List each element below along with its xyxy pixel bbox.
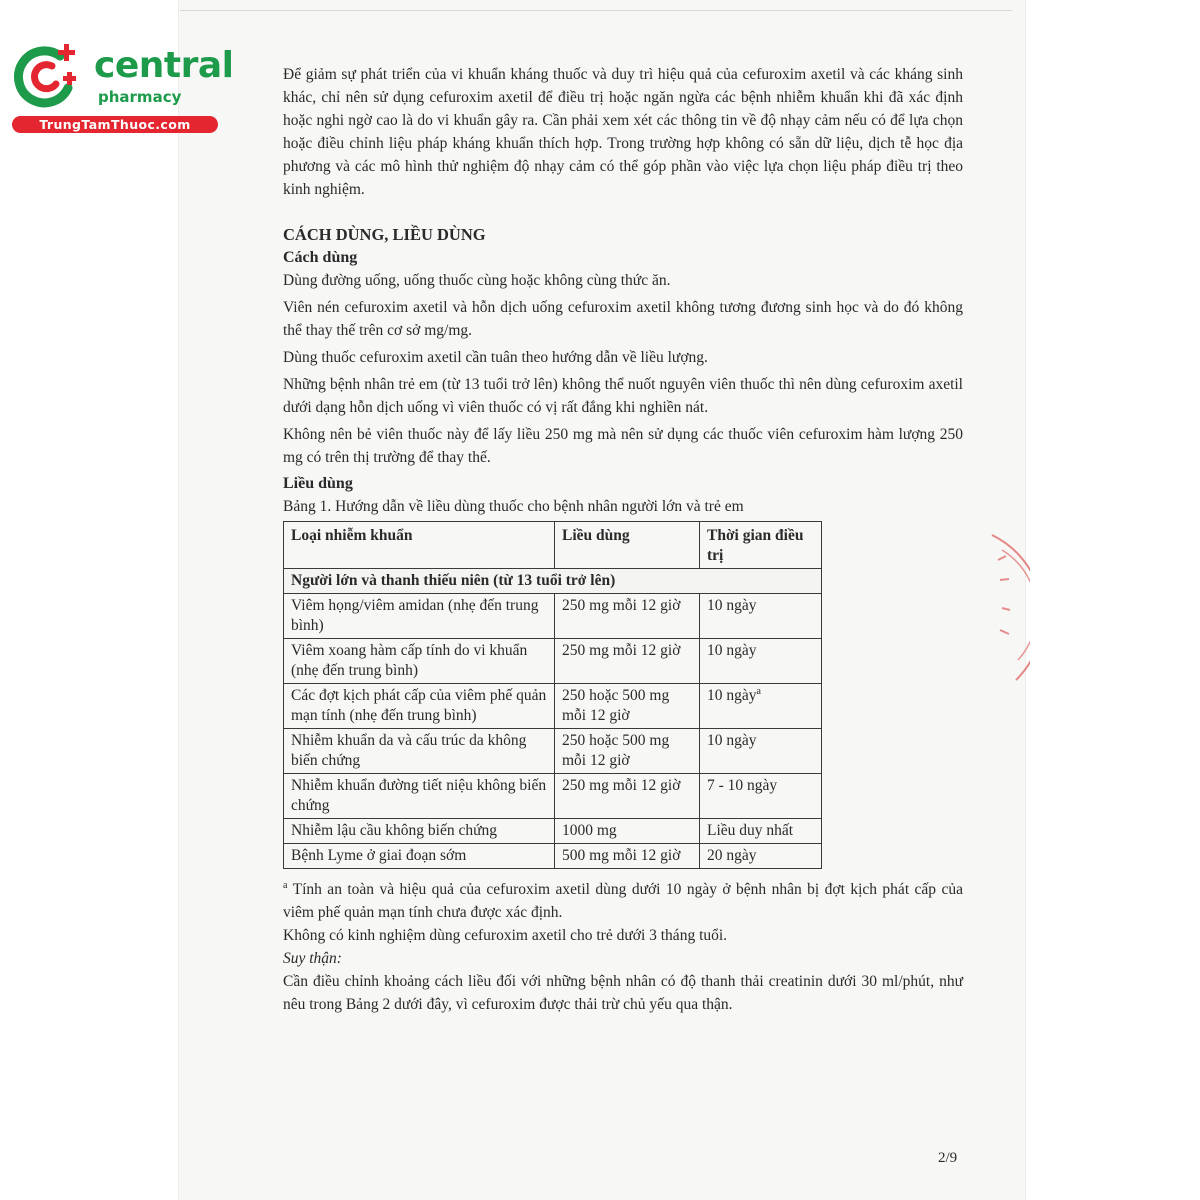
usage-paragraph: Dùng đường uống, uống thuốc cùng hoặc không cùng thức ăn. xyxy=(283,272,671,289)
children-note: Không có kinh nghiệm dùng cefuroxim axetil cho trẻ dưới 3 tháng tuổi. xyxy=(283,927,728,944)
cell-infection: Nhiễm khuẩn đường tiết niệu không biến chứng xyxy=(284,774,555,819)
cell-duration: 10 ngày xyxy=(700,594,822,639)
table-group-row xyxy=(284,569,822,594)
usage-paragraph: Dùng thuốc cefuroxim axetil cần tuân theo hướng dẫn về liều lượng. xyxy=(283,349,708,366)
section-title: CÁCH DÙNG, LIỀU DÙNG xyxy=(283,225,486,244)
footnote-text: Tính an toàn và hiệu quả của cefuroxim axetil dùng dưới 10 ngày ở bệnh nhân bị đợt kịch phát cấp của viêm phế quản mạn tính chưa được xác định. xyxy=(283,881,963,921)
top-rule xyxy=(180,10,1012,11)
cell-dose: 250 hoặc 500 mg mỗi 12 giờ xyxy=(555,729,700,774)
table-header-row xyxy=(284,522,822,569)
usage-paragraph: Không nên bẻ viên thuốc này để lấy liều 250 mg mà nên sử dụng các thuốc viên cefuroxim hàm lượng 250 mg có trên thị trường để thay thế. xyxy=(283,426,963,466)
column-header-duration: Thời gian điều trị xyxy=(700,522,822,569)
logo-brand-name: central xyxy=(94,45,234,86)
cell-dose: 1000 mg xyxy=(555,819,700,844)
usage-paragraph: Viên nén cefuroxim axetil và hỗn dịch uống cefuroxim axetil không tương đương sinh học và do đó không thể thay thế trên cơ sở mg/mg. xyxy=(283,299,963,339)
renal-paragraph: Cần điều chỉnh khoảng cách liều đối với những bệnh nhân có độ thanh thải creatinin dưới 30 ml/phút, như nêu trong Bảng 2 dưới đây, vì cefuroxim được thải trừ chủ yếu qua thận. xyxy=(283,973,963,1013)
table-row xyxy=(284,594,822,639)
table-row xyxy=(284,684,822,729)
duration-value: 10 ngày xyxy=(707,687,757,704)
dosage-table xyxy=(283,521,822,869)
cell-dose: 250 mg mỗi 12 giờ xyxy=(555,639,700,684)
cell-dose: 250 mg mỗi 12 giờ xyxy=(555,594,700,639)
cell-infection: Viêm họng/viêm amidan (nhẹ đến trung bình) xyxy=(284,594,555,639)
cell-dose: 500 mg mỗi 12 giờ xyxy=(555,844,700,869)
column-header-dose: Liều dùng xyxy=(555,522,700,569)
usage-paragraph: Những bệnh nhân trẻ em (từ 13 tuổi trở lên) không thể nuốt nguyên viên thuốc thì nên dùng cefuroxim axetil dưới dạng hỗn dịch uống vì viên thuốc có vị rất đắng khi nghiền nát. xyxy=(283,376,963,416)
cell-infection: Viêm xoang hàm cấp tính do vi khuẩn (nhẹ đến trung bình) xyxy=(284,639,555,684)
table-row xyxy=(284,639,822,684)
table-footnote xyxy=(283,878,963,924)
cell-duration xyxy=(700,684,822,729)
footnote-marker: a xyxy=(756,685,761,697)
cell-infection: Bệnh Lyme ở giai đoạn sớm xyxy=(284,844,555,869)
page-number: 2/9 xyxy=(938,1150,958,1166)
column-header-infection: Loại nhiễm khuẩn xyxy=(284,522,555,569)
cell-duration: 10 ngày xyxy=(700,639,822,684)
cell-infection: Nhiễm khuẩn da và cấu trúc da không biến chứng xyxy=(284,729,555,774)
cell-duration: 20 ngày xyxy=(700,844,822,869)
table-row xyxy=(284,774,822,819)
table-row xyxy=(284,729,822,774)
footnote-marker: a xyxy=(283,879,288,891)
cell-duration: 10 ngày xyxy=(700,729,822,774)
group-label: Người lớn và thanh thiếu niên (từ 13 tuổi trở lên) xyxy=(284,569,822,594)
red-stamp-mark xyxy=(980,520,1030,690)
central-pharmacy-logo[interactable] xyxy=(8,36,234,136)
cell-infection: Các đợt kịch phát cấp của viêm phế quản mạn tính (nhẹ đến trung bình) xyxy=(284,684,555,729)
table-row xyxy=(284,844,822,869)
cell-duration: 7 - 10 ngày xyxy=(700,774,822,819)
logo-subtitle: pharmacy xyxy=(98,88,182,106)
intro-paragraph: Để giảm sự phát triển của vi khuẩn kháng thuốc và duy trì hiệu quả của cefuroxim axetil và các kháng sinh khác, chỉ nên sử dụng cefuroxim axetil để điều trị hoặc ngăn ngừa các bệnh nhiễm khuẩn khi đã xác định hoặc nghi ngờ cao là do vi khuẩn gây ra. Cần phải xem xét các thông tin về độ nhạy cảm nếu có để lựa chọn hoặc điều chỉnh liệu pháp kháng khuẩn thích hợp. Trong trường hợp không có sẵn dữ liệu, dịch tễ học địa phương và các mô hình thử nghiệm độ nhạy cảm có thể góp phần vào việc lựa chọn liệu pháp điều trị theo kinh nghiệm. xyxy=(283,66,963,198)
logo-website-badge: TrungTamThuoc.com xyxy=(12,116,218,133)
cell-dose: 250 hoặc 500 mg mỗi 12 giờ xyxy=(555,684,700,729)
table-row xyxy=(284,819,822,844)
cell-duration: Liều duy nhất xyxy=(700,819,822,844)
usage-heading: Cách dùng xyxy=(283,249,358,266)
pharmacy-cross-icon xyxy=(12,40,82,110)
table-caption: Bảng 1. Hướng dẫn về liều dùng thuốc cho bệnh nhân người lớn và trẻ em xyxy=(283,498,744,515)
dosage-heading: Liều dùng xyxy=(283,475,353,492)
document-content xyxy=(283,63,963,1016)
cell-infection: Nhiễm lậu cầu không biến chứng xyxy=(284,819,555,844)
cell-dose: 250 mg mỗi 12 giờ xyxy=(555,774,700,819)
renal-heading: Suy thận: xyxy=(283,950,342,967)
